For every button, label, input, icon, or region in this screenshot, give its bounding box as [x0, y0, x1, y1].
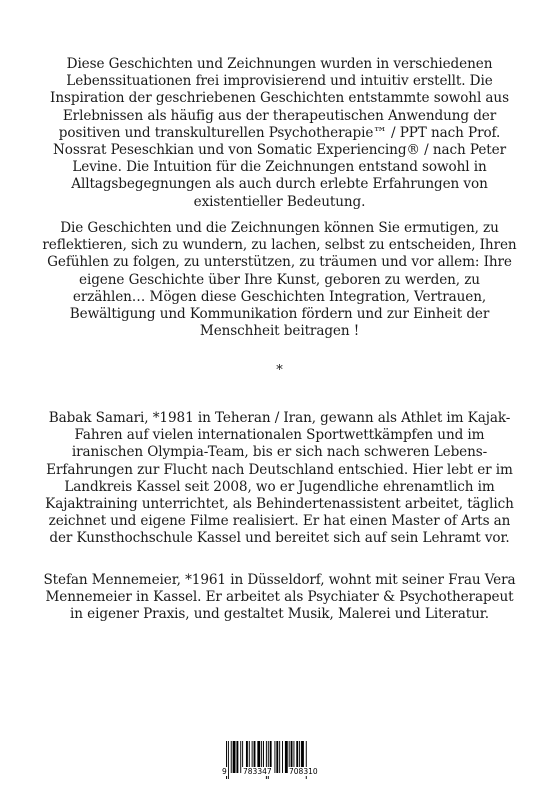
- encouragement-paragraph: [20, 220, 539, 340]
- text-line: Mennemeier in Kassel. Er arbeitet als Psychiater & Psychotherapeut: [45, 589, 514, 606]
- text-line: existentieller Bedeutung.: [193, 193, 366, 210]
- text-line: Levine. Die Intuition für die Zeichnungen entstand sowohl in: [72, 159, 487, 176]
- text-line: Erfahrungen zur Flucht nach Deutschland entschied. Hier lebt er im: [46, 461, 513, 478]
- text-line: positiven und transkulturellen Psychotherapie™ / PPT nach Prof.: [58, 124, 501, 141]
- text-line: zeichnet und eigene Filme realisiert. Er hat einen Master of Arts an: [48, 513, 511, 530]
- text-line: eigene Geschichte über Ihre Kunst, geboren zu werden, zu: [79, 271, 480, 288]
- isbn-digit-group: 783347: [243, 767, 272, 776]
- text-line: Inspiration der geschriebenen Geschichten entstammte sowohl aus: [50, 90, 509, 107]
- isbn-digit-group: 9: [222, 767, 227, 776]
- author-bio-mennemeier: [20, 572, 539, 624]
- text-line: Nossrat Peseschkian und von Somatic Experiencing® / nach Peter: [53, 142, 506, 159]
- text-line: Landkreis Kassel seit 2008, wo er Jugendliche ehrenamtlich im: [64, 478, 495, 495]
- text-line: reflektieren, sich zu wundern, zu lachen, selbst zu entscheiden, Ihren: [42, 237, 517, 254]
- isbn-digit-group: 708310: [289, 767, 318, 776]
- text-line: Erlebnissen als häufig aus der therapeutischen Anwendung der: [62, 107, 497, 124]
- text-line: in eigener Praxis, und gestaltet Musik, Malerei und Literatur.: [70, 606, 489, 623]
- isbn-digits: [222, 767, 334, 779]
- text-line: Diese Geschichten und Zeichnungen wurden in verschiedenen: [66, 56, 493, 72]
- text-line: Menschheit beitragen !: [199, 323, 360, 340]
- text-line: Kajaktraining unterrichtet, als Behindertenassistent arbeitet, täglich: [45, 496, 514, 513]
- text-line: Stefan Mennemeier, *1961 in Düsseldorf, wohnt mit seiner Frau Vera: [43, 572, 516, 588]
- author-bio-samari: [20, 410, 539, 548]
- text-line: Fahren auf vielen internationalen Sportwettkämpfen und im: [74, 427, 485, 444]
- text-line: Die Geschichten und die Zeichnungen können Sie ermutigen, zu: [60, 220, 499, 236]
- text-line: Gefühlen zu folgen, zu unterstützen, zu träumen und vor allem: Ihre: [47, 254, 512, 271]
- text-line: der Kunsthochschule Kassel und bereitet sich auf sein Lehramt vor.: [49, 530, 510, 547]
- text-line: Bewältigung und Kommunikation fördern und zur Einheit der: [69, 306, 490, 323]
- section-separator: *: [276, 363, 283, 378]
- text-line: iranischen Olympia-Team, bis er sich nach schweren Lebens-: [71, 444, 488, 461]
- text-line: Lebenssituationen frei improvisierend und intuitiv erstellt. Die: [66, 73, 493, 90]
- text-line: Alltagsbegegnungen als auch durch erlebte Erfahrungen von: [71, 176, 488, 193]
- intro-paragraph: [20, 56, 539, 211]
- text-line: erzählen… Mögen diese Geschichten Integration, Vertrauen,: [72, 288, 487, 305]
- text-line: Babak Samari, *1981 in Teheran / Iran, gewann als Athlet im Kajak-: [48, 410, 511, 426]
